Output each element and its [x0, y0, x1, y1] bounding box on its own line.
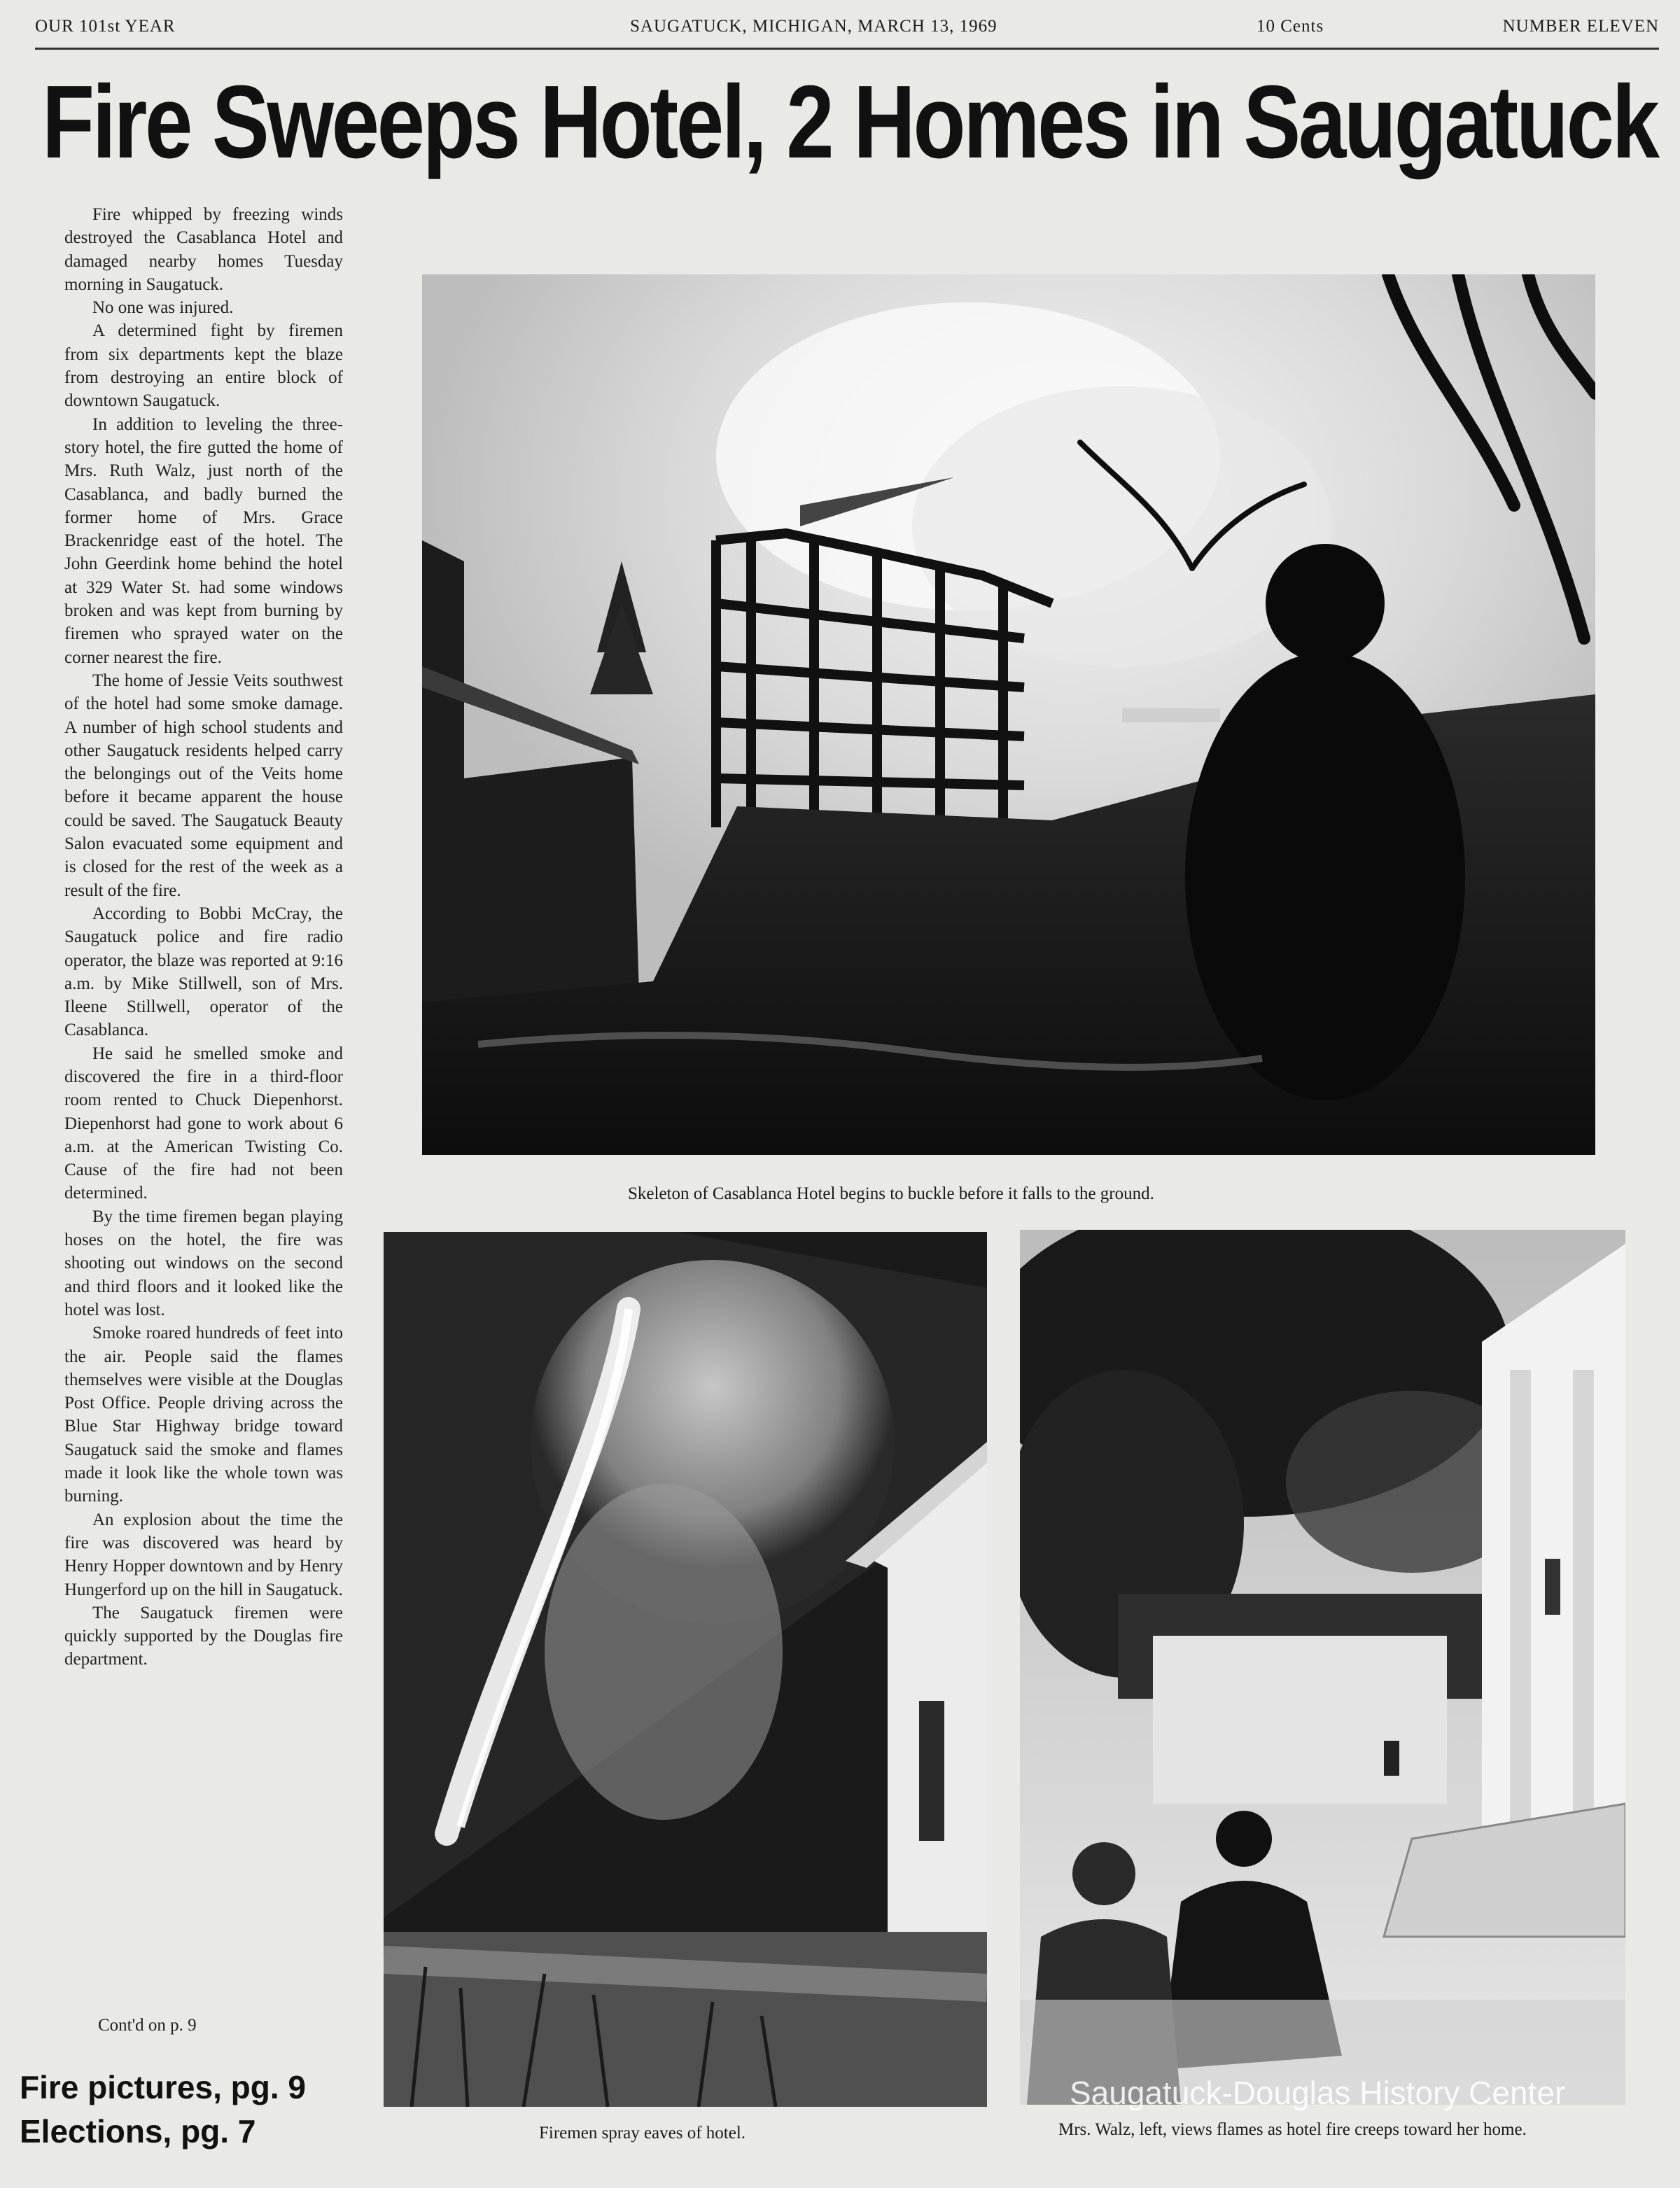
- teaser-elections: Elections, pg. 7: [20, 2113, 256, 2150]
- article-paragraph: A determined fight by firemen from six departments kept the blaze from destroying an entire block of downtown Saugatuck.: [64, 321, 343, 411]
- masthead-year: OUR 101st YEAR: [35, 17, 176, 36]
- photo-mrs-walz-watching: [1020, 1230, 1625, 2105]
- continued-note: Cont'd on p. 9: [98, 2016, 197, 2035]
- teaser-fire-pictures: Fire pictures, pg. 9: [20, 2069, 306, 2105]
- caption-main-photo: Skeleton of Casablanca Hotel begins to buckle before it falls to the ground.: [628, 1184, 1154, 1203]
- article-paragraph: He said he smelled smoke and discovered the fire in a third-floor room rented to Chuck Diepenhorst. Diepenhorst had gone to work about 6 a.m. at the American Twisting Co. Cause of the fire had not been determined.: [64, 1044, 343, 1203]
- masthead: [35, 14, 1659, 50]
- article-paragraph: An explosion about the time the fire was discovered was heard by Henry Hopper downtown and by Henry Hungerford up on the hill in Saugatuck.: [64, 1510, 343, 1599]
- article-paragraph: Smoke roared hundreds of feet into the air. People said the flames themselves were visible at the Douglas Post Office. People driving across the Blue Star Highway bridge toward Saugatuck said the smoke and flames made it look like the whole town was burning.: [64, 1324, 343, 1506]
- article-body: [64, 203, 343, 1671]
- headline: Fire Sweeps Hotel, 2 Homes in Saugatuck: [42, 64, 1658, 180]
- caption-right-photo: Mrs. Walz, left, views flames as hotel fire creeps toward her home.: [1058, 2120, 1527, 2139]
- masthead-price: 10 Cents: [1256, 17, 1324, 36]
- article-paragraph: No one was injured.: [92, 298, 234, 318]
- article-paragraph: The home of Jessie Veits southwest of the hotel had some smoke damage. A number of high school students and other Saugatuck residents helped carry the belongings out of the Veits home before it became apparent the house could be saved. The Saugatuck Beauty Salon evacuated some equipment and is closed for the rest of the week as a result of the fire.: [64, 671, 343, 900]
- article-paragraph: By the time firemen began playing hoses on the hotel, the fire was shooting out windows on the second and third floors and it looked like the hotel was lost.: [64, 1207, 343, 1319]
- article-paragraph: In addition to leveling the three-story hotel, the fire gutted the home of Mrs. Ruth Walz, just north of the Casablanca, and badly burned the former home of Mrs. Grace Brackenridge east of the hotel. The John Geerdink home behind the hotel at 329 Water St. had some windows broken and was kept from burning by firemen who sprayed water on the corner nearest the fire.: [64, 414, 343, 667]
- article-paragraph: Fire whipped by freezing winds destroyed the Casablanca Hotel and damaged nearby homes Tuesday morning in Saugatuck.: [64, 205, 343, 294]
- photo-firemen-spray-eaves: [384, 1232, 987, 2107]
- article-paragraph: The Saugatuck firemen were quickly supported by the Douglas fire department.: [64, 1603, 343, 1669]
- caption-left-photo: Firemen spray eaves of hotel.: [539, 2124, 746, 2143]
- watermark: Saugatuck-Douglas History Center: [1070, 2075, 1566, 2111]
- article-paragraph: According to Bobbi McCray, the Saugatuck police and fire radio operator, the blaze was reported at 9:16 a.m. by Mike Stillwell, son of Mrs. Ileene Stillwell, operator of the Casablanca.: [64, 904, 343, 1040]
- masthead-issue-number: NUMBER ELEVEN: [1502, 17, 1659, 36]
- masthead-place-date: SAUGATUCK, MICHIGAN, MARCH 13, 1969: [630, 17, 997, 36]
- photo-hotel-skeleton: [422, 274, 1595, 1155]
